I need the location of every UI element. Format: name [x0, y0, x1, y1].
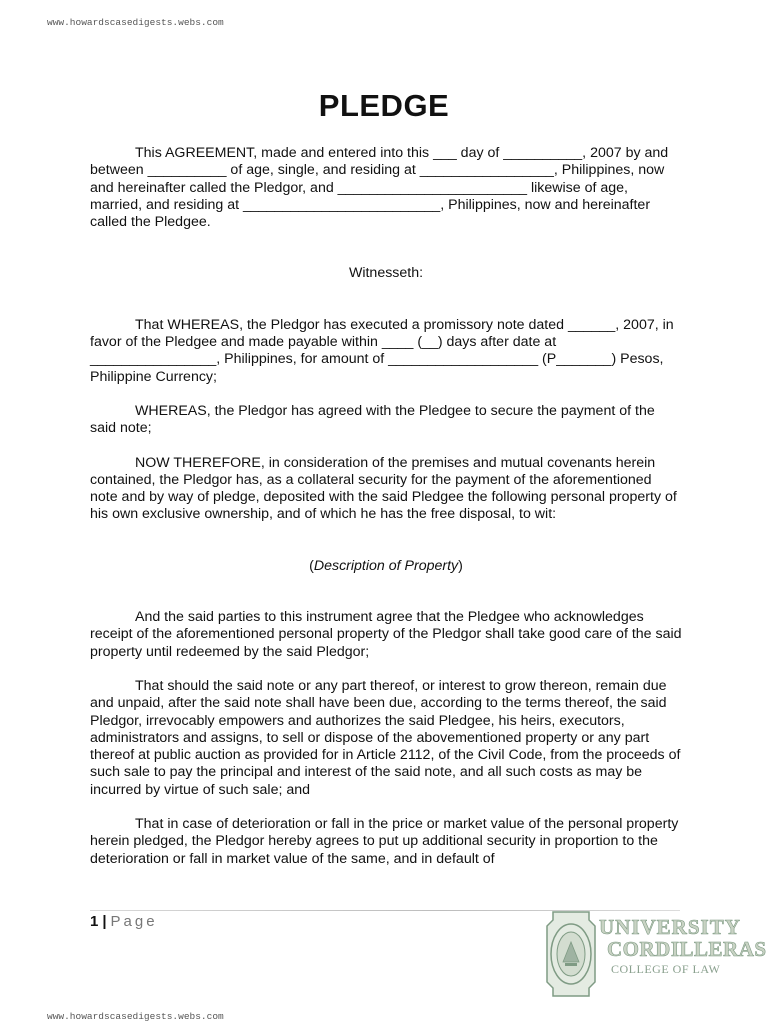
- description-text: Description of Property: [313, 557, 459, 574]
- university-logo: [543, 906, 767, 1002]
- intro-paragraph: This AGREEMENT, made and entered into this ___ day of __________, 2007 by and between __________ of age, single, and residing at _________________, Philippines, now and hereinafter called the Pledgor, and ________________________ likewise of age, married, and residing at _________________________, Philippines, now and hereinafter called the Pledgee.: [90, 145, 669, 231]
- deterioration-paragraph: That in case of deterioration or fall in the price or market value of the personal property herein pledged, the Pledgor hereby agrees to put up additional security in proportion to the deterioration or fall in market value of the same, and in default of: [90, 816, 679, 867]
- logo-line-cordilleras: CORDILLERAS: [607, 937, 767, 961]
- logo-wordmark: [599, 915, 767, 977]
- description-open-paren: (: [309, 557, 314, 574]
- document-body: [90, 145, 682, 868]
- page-separator: |: [102, 913, 107, 930]
- document-title: PLEDGE: [318, 88, 450, 123]
- footer-url: www.howardscasedigests.webs.com: [47, 1011, 224, 1022]
- whereas-promissory-paragraph: That WHEREAS, the Pledgor has executed a promissory note dated ______, 2007, in favor of the Pledgee and made payable within ____ (__) days after date at ________________, Philippines, for amount of ___________________ (P_______) Pesos, Philippine Currency;: [90, 316, 674, 385]
- default-paragraph: That should the said note or any part thereof, or interest to grow thereon, remain due and unpaid, after the said note shall have been due, according to the terms thereof, the said Pledgor, irrevocably empowers and authorizes the said Pledgee, his heirs, executors, administrators and assigns, to sell or dispose of the abovementioned property or any part thereof at public auction as provided for in Article 2112, of the Civil Code, from the proceeds of such sale to pay the principal and interest of the said note, and all such costs as may be incurred by virtue of such sale; and: [90, 677, 681, 798]
- logo-line-university: UNIVERSITY: [599, 915, 741, 939]
- header-url: www.howardscasedigests.webs.com: [47, 17, 224, 28]
- witnesseth-heading: Witnesseth:: [348, 265, 424, 282]
- page-number-value: 1: [90, 913, 99, 930]
- page-word: Page: [110, 913, 158, 930]
- description-close-paren: ): [458, 557, 463, 574]
- university-seal-icon: [543, 906, 599, 1002]
- care-paragraph: And the said parties to this instrument agree that the Pledgee who acknowledges receipt of the aforementioned personal property of the Pledgor shall take good care of the said property until redeemed by the said Pledgor;: [90, 609, 682, 660]
- description-of-property: [90, 558, 682, 575]
- whereas-secure-paragraph: WHEREAS, the Pledgor has agreed with the Pledgee to secure the payment of the said note;: [90, 402, 655, 437]
- logo-line-college: COLLEGE OF LAW: [611, 962, 721, 976]
- now-therefore-paragraph: NOW THEREFORE, in consideration of the premises and mutual covenants herein contained, the Pledgor has, as a collateral security for the payment of the aforementioned note and by way of pledge, deposited with the said Pledgee the following personal property of his own exclusive ownership, and of which he has the free disposal, to wit:: [90, 454, 677, 523]
- page-number: [90, 913, 158, 930]
